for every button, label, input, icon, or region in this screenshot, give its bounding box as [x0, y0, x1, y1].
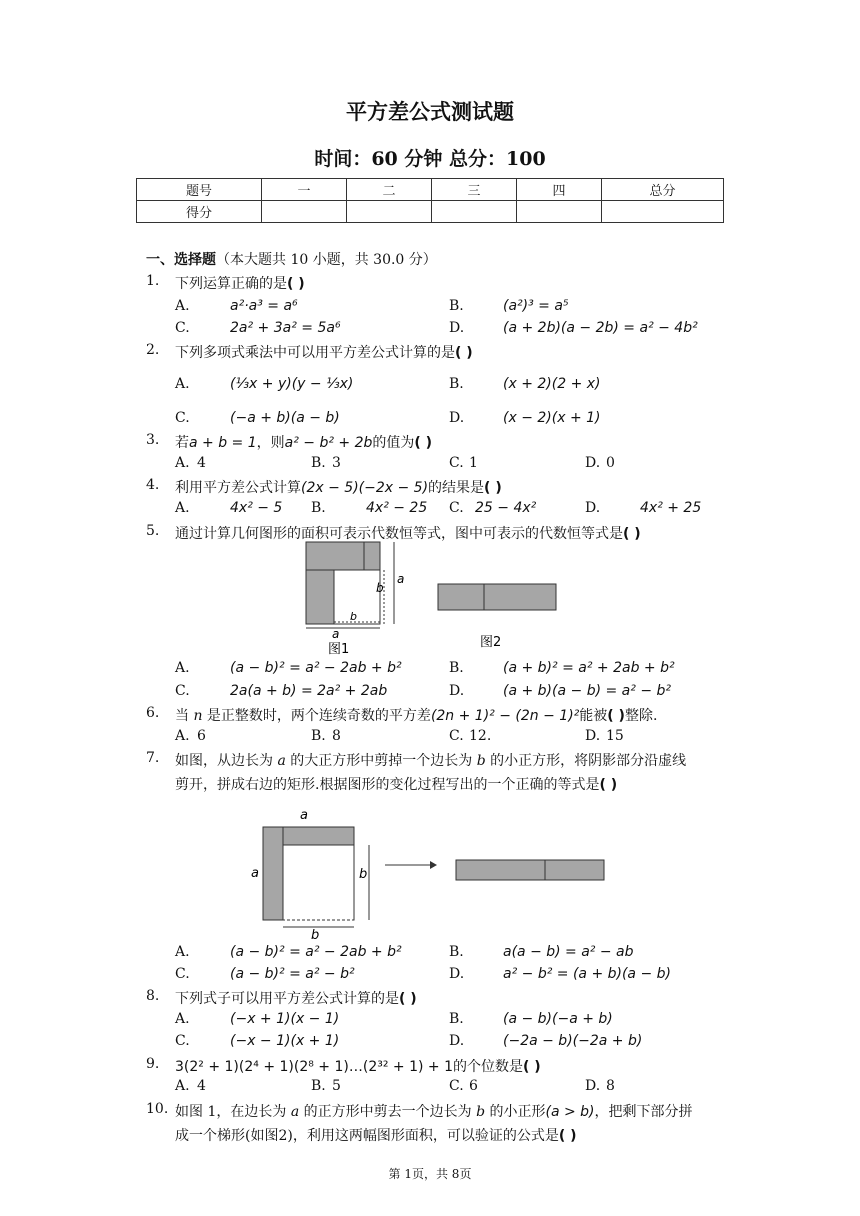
option-value: 4 [197, 455, 206, 471]
option-label: B. [311, 728, 326, 744]
score-table-header-row [137, 179, 724, 201]
math-variable: b [476, 753, 486, 769]
score-row-label: 得分 [137, 201, 262, 223]
score-table-header-cell: 三 [432, 179, 517, 201]
page-footer: 第 1页，共 8页 [388, 1167, 472, 1181]
answer-paren: ( ) [599, 777, 618, 793]
answer-paren: ( ) [623, 526, 641, 542]
option-value: (x + 2)(2 + x) [503, 376, 601, 392]
option-value: 4x² − 5 [230, 500, 283, 516]
math-expression: a² − b² + 2b [284, 435, 373, 451]
answer-paren: ( ) [484, 480, 502, 496]
option-value: (−a + b)(a − b) [230, 410, 340, 426]
question-7-figure [245, 805, 615, 940]
option-label: B. [311, 1078, 326, 1094]
question-stem: 下列运算正确的是 [175, 276, 287, 292]
score-table-header-cell: 总分 [602, 179, 724, 201]
question-stem: 利用平方差公式计算 [175, 480, 301, 496]
score-table [136, 178, 724, 223]
math-variable: b [476, 1104, 486, 1120]
option-value: 5 [332, 1078, 341, 1094]
math-variable: a [277, 753, 286, 769]
option-value: 2a(a + b) = 2a² + 2ab [230, 683, 388, 699]
option-label: C. [175, 320, 190, 336]
figure-label-b: b [350, 610, 357, 623]
question-number: 8. [146, 988, 160, 1004]
question-stem: 当 [175, 708, 194, 724]
answer-paren: ( ) [287, 276, 305, 292]
answer-paren: ( ) [607, 708, 625, 724]
option-value: (a − b)² = a² − 2ab + b² [230, 660, 402, 676]
option-label: C. [449, 500, 464, 516]
math-variable: n [193, 708, 203, 724]
score-table-header-cell: 四 [517, 179, 602, 201]
option-label: A. [175, 298, 190, 314]
option-label: A. [175, 500, 190, 516]
option-value: 4 [197, 1078, 206, 1094]
option-label: B. [449, 1011, 464, 1027]
option-value: 8 [332, 728, 341, 744]
option-label: A. [175, 376, 190, 392]
question-5-figure [298, 536, 568, 656]
figure-label-a: a [300, 808, 308, 823]
option-value: (−x + 1)(x − 1) [230, 1011, 340, 1027]
option-label: C. [175, 1033, 190, 1049]
option-label: D. [449, 966, 465, 982]
option-value: a² − b² = (a + b)(a − b) [503, 966, 671, 982]
option-value: (a + b)² = a² + 2ab + b² [503, 660, 675, 676]
question-stem-line [175, 750, 686, 770]
option-label: A. [175, 1078, 190, 1094]
figure-label-a: a [397, 572, 405, 586]
question-number: 7. [146, 750, 160, 766]
option-value: 6 [469, 1078, 478, 1094]
option-value: (−2a − b)(−2a + b) [503, 1033, 643, 1049]
figure-shaded-region [364, 542, 380, 570]
question-number: 2. [146, 342, 160, 358]
arrow-icon [430, 861, 437, 869]
question-number: 1. [146, 273, 160, 289]
question-stem-line [175, 705, 657, 725]
math-variable: a [290, 1104, 300, 1120]
figure-rectangle-part [484, 584, 556, 610]
option-label: A. [175, 455, 190, 471]
figure-caption-2: 图2 [480, 635, 502, 650]
figure-caption-1: 图1 [328, 642, 350, 656]
option-label: D. [585, 728, 601, 744]
page-subtitle: 时间：60 分钟 总分：100 [314, 148, 546, 170]
question-stem: 若 [175, 435, 189, 451]
figure-shaded-strip [263, 827, 283, 920]
option-label: D. [585, 1078, 601, 1094]
math-expression: (2n + 1)² − (2n − 1)² [430, 708, 580, 724]
figure-white-square [334, 570, 380, 624]
option-label: D. [449, 320, 465, 336]
answer-paren: ( ) [455, 345, 473, 361]
section-detail: （本大题共 10 小题，共 30.0 分） [216, 252, 437, 268]
option-label: C. [175, 966, 190, 982]
figure-dashed-square [283, 845, 354, 920]
question-number: 3. [146, 432, 160, 448]
option-label: B. [311, 455, 326, 471]
question-stem: 的结果是 [428, 480, 485, 496]
option-value: (a − b)(−a + b) [503, 1011, 613, 1027]
figure-rectangle-part [456, 860, 545, 880]
option-value: 15 [606, 728, 624, 744]
question-stem: 整除. [624, 708, 658, 724]
answer-paren: ( ) [399, 991, 417, 1007]
question-stem-line [175, 988, 417, 1008]
option-label: C. [449, 728, 464, 744]
question-number: 5. [146, 523, 160, 539]
question-number: 4. [146, 477, 160, 493]
question-stem: 是正整数时，两个连续奇数的平方差 [202, 708, 431, 724]
option-label: D. [449, 683, 465, 699]
figure-rectangle-part [438, 584, 484, 610]
option-value: 6 [197, 728, 206, 744]
question-stem: 的小正方形，将阴影部分沿虚线 [485, 753, 687, 769]
option-label: D. [449, 410, 465, 426]
figure-label-b: b [376, 581, 384, 595]
option-label: A. [175, 728, 190, 744]
question-stem: 的小正形 [485, 1104, 546, 1120]
option-label: B. [449, 376, 464, 392]
score-table-header-cell: 一 [262, 179, 347, 201]
option-label: C. [175, 683, 190, 699]
option-label: C. [449, 1078, 464, 1094]
option-value: a²·a³ = a⁶ [230, 298, 298, 314]
question-stem: ，则 [256, 435, 285, 451]
score-table-header-cell: 题号 [137, 179, 262, 201]
score-cell [517, 201, 602, 223]
question-stem-line [175, 774, 617, 794]
math-expression: a + b = 1 [189, 435, 257, 451]
option-value: 4x² − 25 [366, 500, 428, 516]
question-stem: 的个位数是 [452, 1059, 523, 1075]
option-value: (⅓x + y)(y − ⅓x) [230, 376, 354, 392]
option-label: C. [175, 410, 190, 426]
score-table-score-row [137, 201, 724, 223]
option-value: (a − b)² = a² − 2ab + b² [230, 944, 402, 960]
question-stem: 如图 1，在边长为 [175, 1104, 291, 1120]
option-value: 2a² + 3a² = 5a⁶ [230, 320, 341, 336]
option-value: (−x − 1)(x + 1) [230, 1033, 340, 1049]
figure-shaded-strip [282, 827, 354, 845]
math-expression: (2x − 5)(−2x − 5) [301, 480, 429, 496]
option-value: 8 [606, 1078, 615, 1094]
score-cell [347, 201, 432, 223]
math-expression: 3(2² + 1)(2⁴ + 1)(2⁸ + 1)…(2³² + 1) + 1 [175, 1059, 453, 1075]
option-label: B. [449, 944, 464, 960]
question-stem: 的正方形中剪去一个边长为 [299, 1104, 477, 1120]
option-label: C. [449, 455, 464, 471]
figure-shaded-region [306, 570, 334, 624]
option-value: (a + 2b)(a − 2b) = a² − 4b² [503, 320, 698, 336]
figure-label-b: b [359, 867, 368, 882]
option-value: 1 [469, 455, 478, 471]
answer-paren: ( ) [414, 435, 433, 451]
question-stem: 如图，从边长为 [175, 753, 278, 769]
option-label: A. [175, 660, 190, 676]
question-stem: 的大正方形中剪掉一个边长为 [285, 753, 477, 769]
question-number: 6. [146, 705, 160, 721]
question-stem: 的值为 [372, 435, 415, 451]
question-stem-line [175, 342, 473, 362]
answer-paren: ( ) [522, 1059, 541, 1075]
option-value: 3 [332, 455, 341, 471]
option-label: A. [175, 1011, 190, 1027]
answer-paren: ( ) [558, 1128, 577, 1144]
score-cell [432, 201, 517, 223]
question-stem-line [175, 477, 502, 497]
question-stem: 能被 [579, 708, 608, 724]
section-heading [146, 249, 437, 269]
score-table-header-cell: 二 [347, 179, 432, 201]
option-value: 0 [606, 455, 615, 471]
option-label: B. [311, 500, 326, 516]
option-value: (a²)³ = a⁵ [503, 298, 569, 314]
question-stem-line [175, 1056, 541, 1076]
option-label: B. [449, 660, 464, 676]
question-stem: 下列多项式乘法中可以用平方差公式计算的是 [175, 345, 455, 361]
option-value: 4x² + 25 [640, 500, 702, 516]
option-value: (a − b)² = a² − b² [230, 966, 355, 982]
section-label: 一、选择题 [146, 252, 216, 268]
option-value: a(a − b) = a² − ab [503, 944, 634, 960]
option-value: 25 − 4x² [475, 500, 537, 516]
question-stem: 通过计算几何图形的面积可表示代数恒等式，图中可表示的代数恒等式是 [175, 526, 623, 542]
figure-shaded-region [306, 542, 364, 570]
option-label: A. [175, 944, 190, 960]
figure-label-a: a [332, 627, 340, 641]
option-value: (a + b)(a − b) = a² − b² [503, 683, 671, 699]
option-label: D. [585, 455, 601, 471]
question-number: 9. [146, 1056, 160, 1072]
page-title: 平方差公式测试题 [346, 99, 514, 124]
question-number: 10. [146, 1101, 169, 1117]
figure-label-b: b [311, 928, 320, 940]
question-stem: ，把剩下部分拼 [594, 1104, 693, 1120]
option-label: D. [449, 1033, 465, 1049]
figure-label-a: a [251, 866, 259, 881]
question-stem: 下列式子可以用平方差公式计算的是 [175, 991, 399, 1007]
question-stem: 剪开，拼成右边的矩形.根据图形的变化过程写出的一个正确的等式是 [175, 777, 600, 793]
option-value: 12. [469, 728, 492, 744]
question-stem-line [175, 1101, 693, 1121]
question-stem-line [175, 273, 305, 293]
option-value: (x − 2)(x + 1) [503, 410, 601, 426]
score-cell [602, 201, 724, 223]
question-stem-line [175, 1125, 577, 1145]
figure-rectangle-part [545, 860, 604, 880]
option-label: D. [585, 500, 601, 516]
question-stem: 成一个梯形(如图2)，利用这两幅图形面积，可以验证的公式是 [175, 1128, 559, 1144]
option-label: B. [449, 298, 464, 314]
question-stem-line [175, 432, 432, 452]
math-expression: (a > b) [545, 1104, 595, 1120]
score-cell [262, 201, 347, 223]
